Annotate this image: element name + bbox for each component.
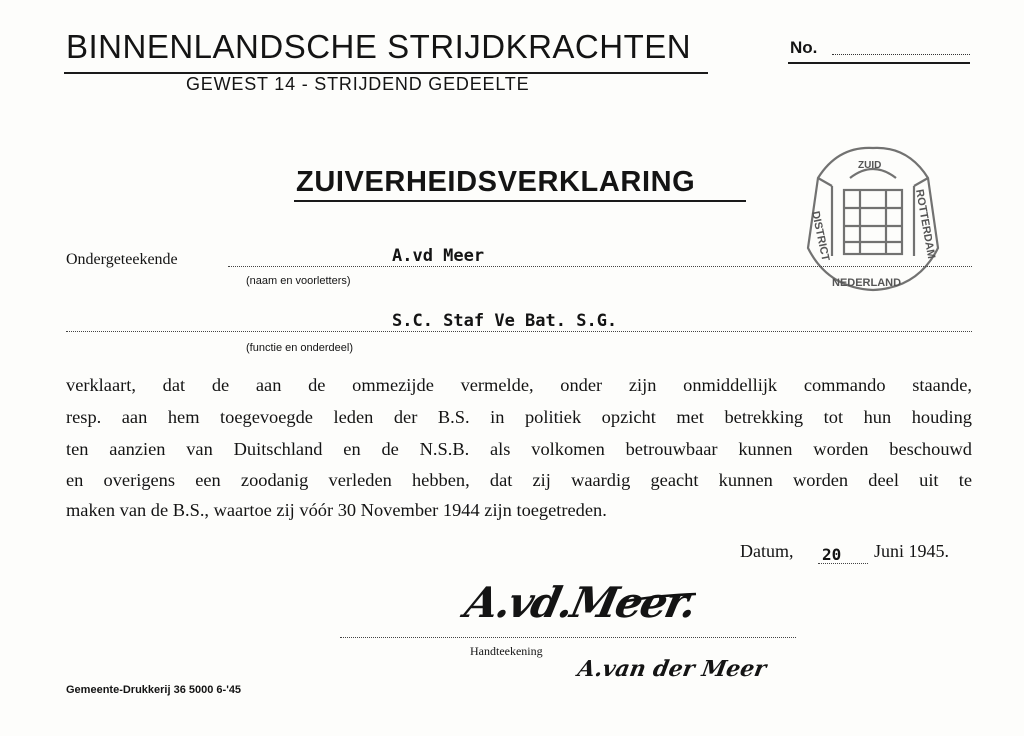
signature-caption: Handteekening [470,644,543,658]
subtitle-rule-right [596,73,708,74]
number-rule [788,62,970,64]
printed-name-handwritten: A.van der Meer [575,656,769,682]
signatory-value[interactable]: A.vd Meer [392,246,485,266]
signatory-dotted-line [228,266,972,267]
date-label: Datum, [740,541,794,561]
stamp-left-text: DISTRICT [809,210,832,263]
declaration-line-1: verklaart, dat de aan de ommezijde vermelde, onder zijn onmiddellijk commando staande, [66,375,972,395]
signatory-caption: (naam en voorletters) [246,275,351,287]
handwritten-signature: A.vd.Meer. [460,578,700,627]
district-stamp [798,138,948,296]
date-day[interactable]: 20 [822,545,842,564]
stamp-bottom-text: NEDERLAND [832,277,902,289]
declaration-line-4: en overigens een zoodanig verleden hebben, dat zij waardig geacht kunnen worden deel uit te [66,470,972,490]
number-label: No. [790,38,818,57]
declaration-line-2: resp. aan hem toegevoegde leden der B.S. in politiek opzicht met betrekking tot hun houding [66,407,972,427]
signature-flourish [620,592,700,606]
stamp-right-text: ROTTERDAM [913,188,938,260]
declaration-line-5: maken van de B.S., waartoe zij vóór 30 November 1944 zijn toegetreden. [66,500,607,520]
organization-title: BINNENLANDSCHE STRIJDKRACHTEN [66,28,692,65]
region-subtitle: GEWEST 14 - STRIJDEND GEDEELTE [186,74,530,94]
stamp-top-text: ZUID [858,160,882,171]
date-month-year: Juni 1945. [874,541,950,561]
declaration-line-3: ten aanzien van Duitschland en de N.S.B. als volkomen betrouwbaar kunnen worden beschouwd [66,439,972,459]
document-title: ZUIVERHEIDSVERKLARING [296,166,696,198]
printer-footer: Gemeente-Drukkerij 36 5000 6-'45 [66,684,242,696]
number-field[interactable] [832,54,970,55]
signature-dotted-line [340,637,796,638]
function-dotted-line [66,331,972,332]
function-caption: (functie en onderdeel) [246,342,354,354]
signatory-label: Ondergeteekende [66,251,178,268]
title-underline [294,200,746,202]
subtitle-rule-left [64,73,180,74]
function-value[interactable]: S.C. Staf Ve Bat. S.G. [392,311,618,331]
